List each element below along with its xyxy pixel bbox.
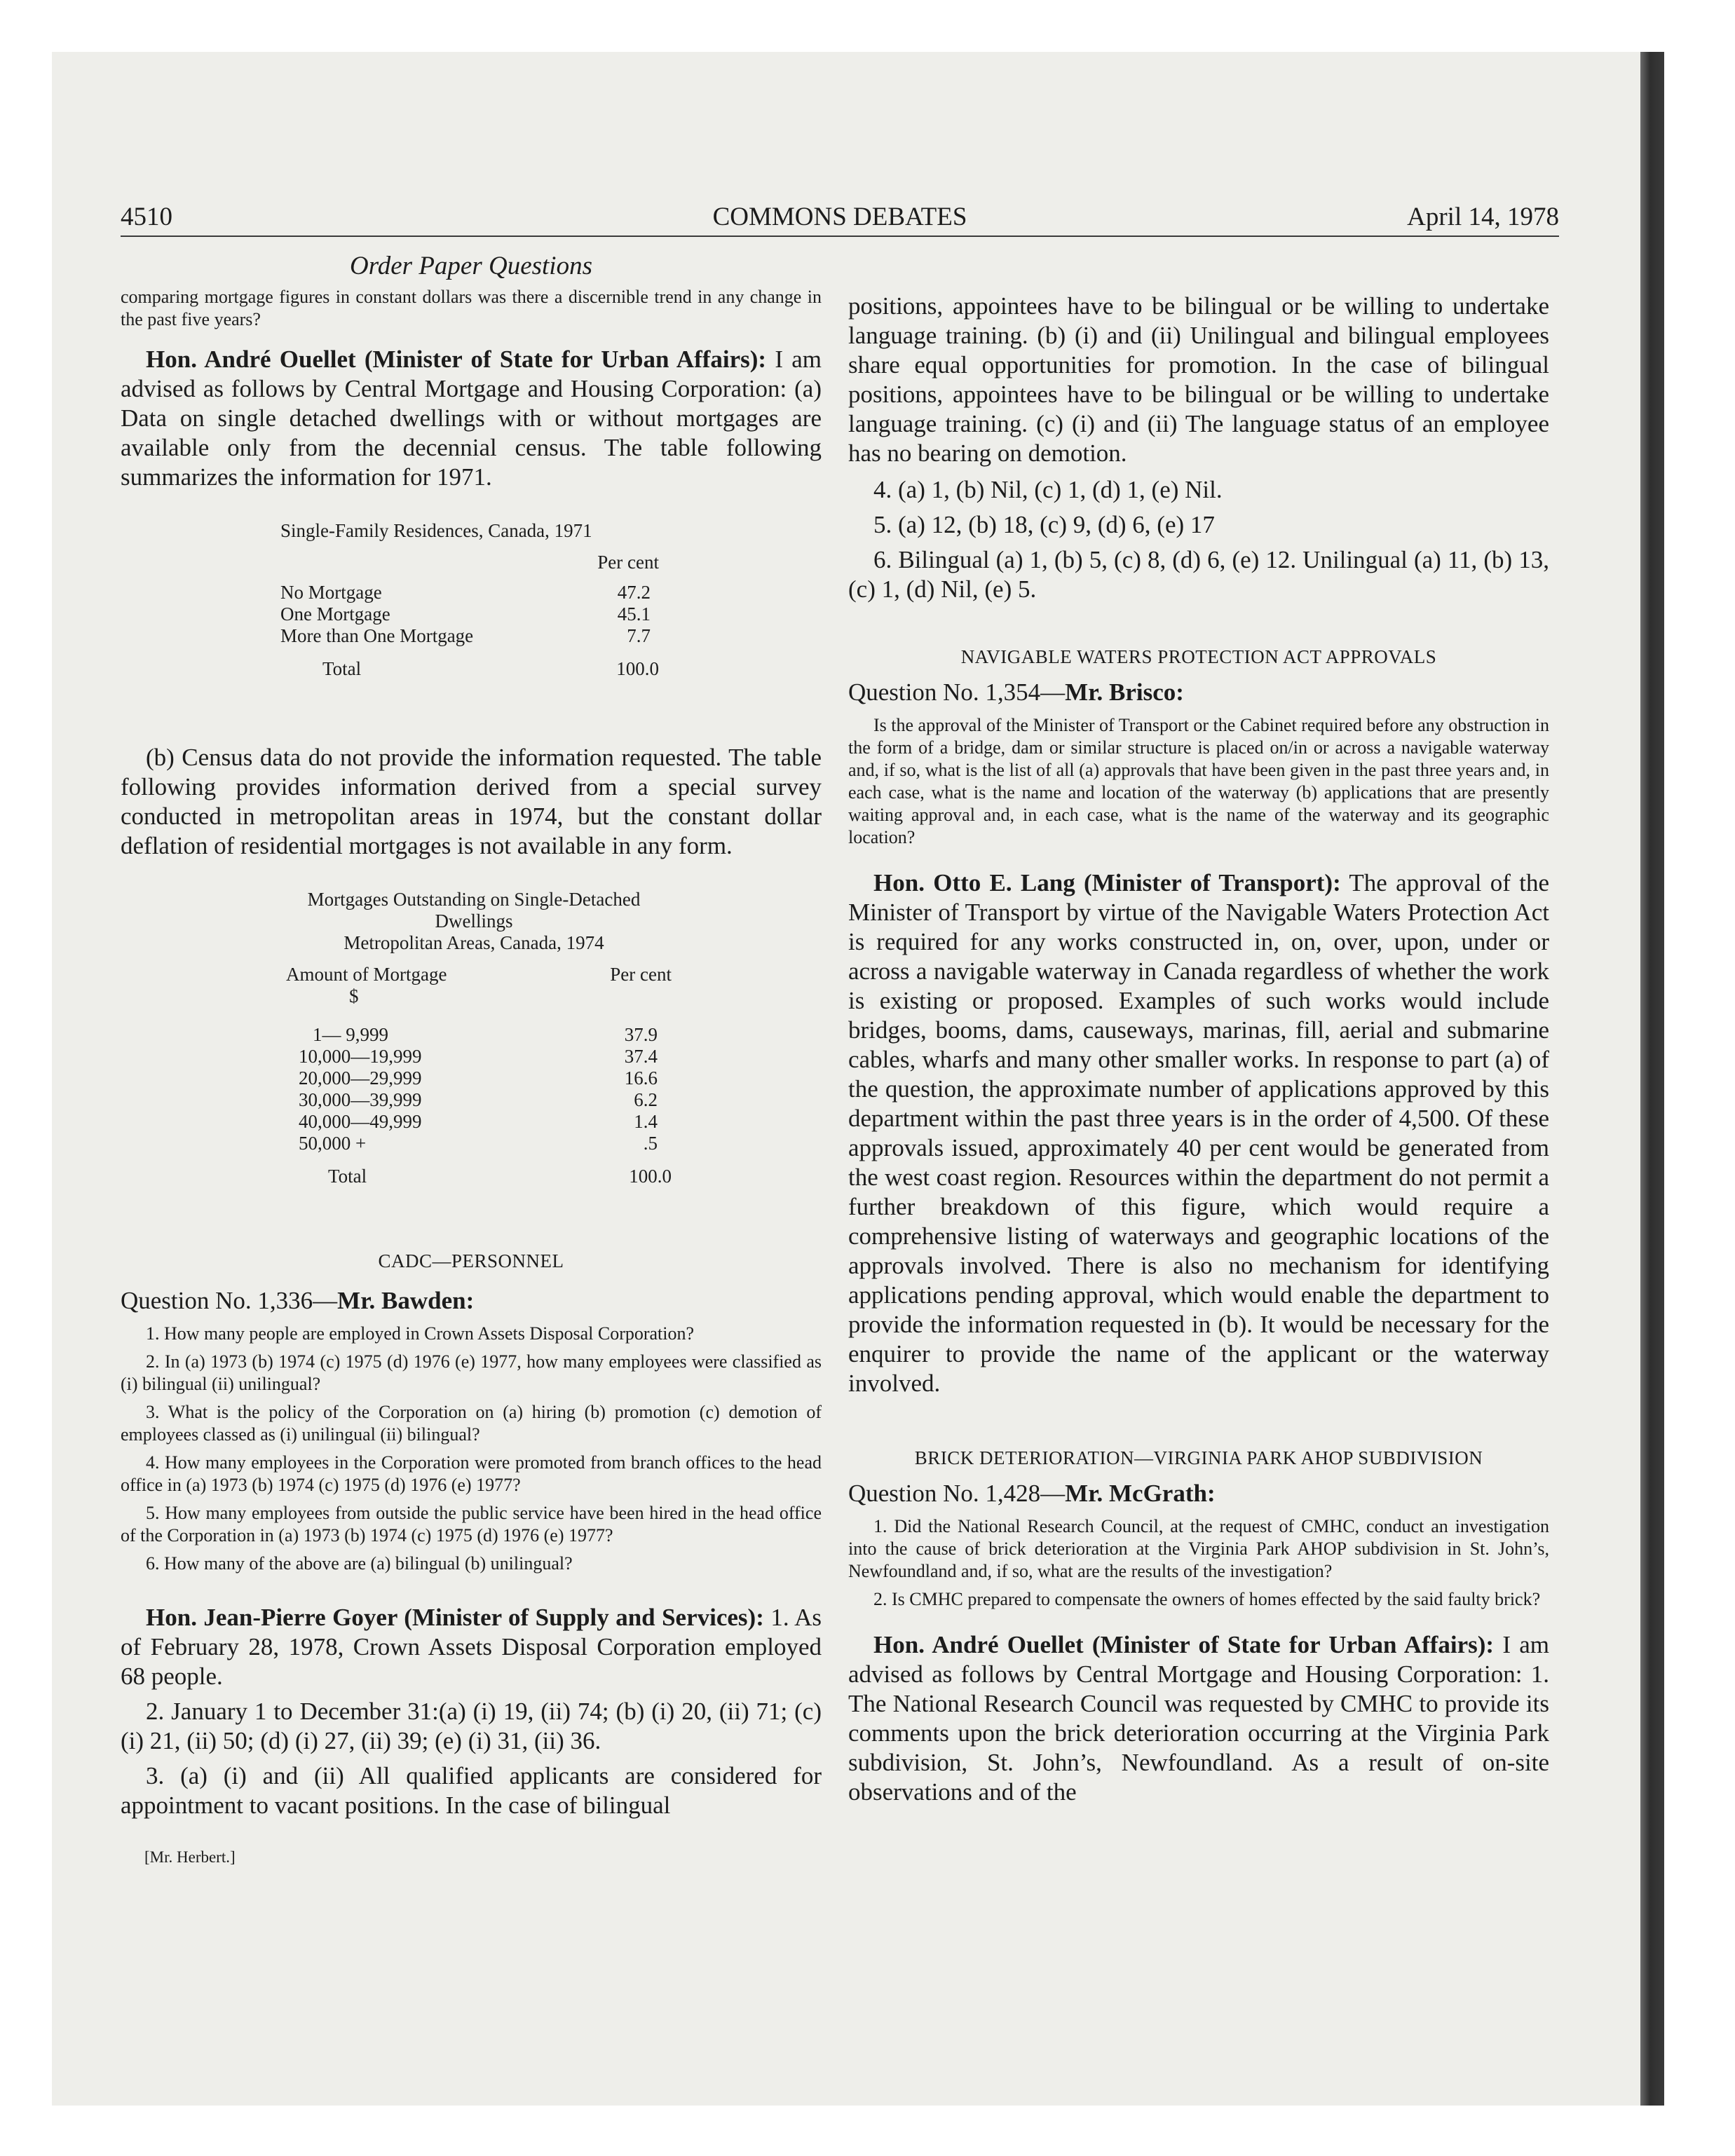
question-item: 1. Did the National Research Council, at the request of CMHC, conduct an investigation into the cause of brick deterioration at the Virginia Park AHOP subdivision in St. John’s, Newfoundland and, if so, what are the results of the investigation?	[848, 1516, 1549, 1581]
table-row-label: 50,000 +	[299, 1133, 367, 1154]
member-name: Mr. McGrath:	[1065, 1480, 1216, 1507]
column-unit: $	[349, 985, 359, 1007]
publication-title: COMMONS DEBATES	[712, 203, 967, 231]
answer-goyer: Hon. Jean-Pierre Goyer (Minister of Supply and Services): 1. As of February 28, 1978, Crown Assets Disposal Corporation employed 68 people.	[121, 1604, 822, 1690]
table-row-label: One Mortgage	[280, 603, 390, 625]
table-row-label: 30,000—39,999	[299, 1089, 422, 1110]
answer-ouellet-2: Hon. André Ouellet (Minister of State for Urban Affairs): I am advised as follows by Central Mortgage and Housing Corporation: 1. The National Research Council was requested by CMHC to provide its comments upon the brick deterioration occurring at the Virginia Park subdivision, St. John’s, Newfoundland. As a result of on-site observations and of the	[848, 1631, 1549, 1806]
section-title: Order Paper Questions	[350, 252, 592, 280]
table-row-value: 1.4	[634, 1111, 658, 1132]
heading-cadc-personnel: CADC—PERSONNEL	[378, 1250, 564, 1271]
page-number: 4510	[121, 203, 172, 231]
member-name: Mr. Bawden:	[337, 1287, 475, 1314]
footnote: [Mr. Herbert.]	[144, 1848, 236, 1866]
answer-lang: Hon. Otto E. Lang (Minister of Transport): The approval of the Minister of Transport by virtue of the Navigable Waters Protection Act is required for any works constructed in, on, over, upon, under or across a navigable waterway in Canada regardless of whether the work is existing or proposed. Examples of such works would include bridges, booms, dams, causeways, marinas, fill, aerial and submarine cables, wharfs and many other smaller works. In response to part (a) of the question, the approximate number of applications approved by this department within the past three years is in the order of 4,500. Of these approvals issued, approximately 40 per cent would be generated from the west coast region. Resources within the department do not permit a further breakdown of this figure, which would require a comprehensive listing of waterways and geographic locations of the approvals involved. There is also no mechanism for identifying applications pending approval, which would enable the department to provide the information requested in (b). It would be necessary for the enquirer to provide the name of the applicant or the waterway involved.	[848, 869, 1549, 1397]
question-item: 5. How many employees from outside the public service have been hired in the head office of the Corporation in (a) 1973 (b) 1974 (c) 1975 (d) 1976 (e) 1977?	[121, 1503, 822, 1546]
answer-goyer-3: 3. (a) (i) and (ii) All qualified applicants are considered for appointment to vacant positions. In the case of bilingual	[121, 1762, 822, 1819]
answer-goyer-4: 4. (a) 1, (b) Nil, (c) 1, (d) 1, (e) Nil.	[873, 476, 1223, 503]
table-total-label: Total	[328, 1166, 367, 1187]
table-row-value: 16.6	[624, 1067, 658, 1089]
column-header: Amount of Mortgage	[286, 964, 447, 985]
heading-brick-deterioration: BRICK DETERIORATION—VIRGINIA PARK AHOP SUBDIVISION	[914, 1447, 1483, 1468]
heading-navigable-waters: NAVIGABLE WATERS PROTECTION ACT APPROVALS	[960, 646, 1437, 667]
question-1354: Question No. 1,354—Mr. Brisco:	[848, 678, 1184, 706]
column-header: Per cent	[597, 552, 659, 573]
question-1428: Question No. 1,428—Mr. McGrath:	[848, 1480, 1216, 1507]
table-caption: Mortgages Outstanding on Single-Detached	[307, 889, 641, 910]
table-row-value: 7.7	[627, 625, 651, 646]
header-rule	[121, 236, 1559, 237]
answer-goyer-6: 6. Bilingual (a) 1, (b) 5, (c) 8, (d) 6, (e) 12. Unilingual (a) 11, (b) 13, (c) 1, (d) Nil, (e) 5.	[848, 546, 1549, 603]
question-item: 2. In (a) 1973 (b) 1974 (c) 1975 (d) 1976 (e) 1977, how many employees were classified as (i) bilingual (ii) unilingual?	[121, 1351, 822, 1394]
table-row-value: .5	[643, 1133, 658, 1154]
answer-ouellet-1: Hon. André Ouellet (Minister of State for Urban Affairs): I am advised as follows by Central Mortgage and Housing Corporation: (a) Data on single detached dwellings with or without mortgages are available only from the decennial census. The table following summarizes the information for 1971.	[121, 346, 822, 491]
question-item: 1. How many people are employed in Crown Assets Disposal Corporation?	[146, 1323, 695, 1344]
table-row-value: 45.1	[617, 603, 651, 625]
table-row-value: 37.9	[624, 1024, 658, 1045]
question-continuation: comparing mortgage figures in constant dollars was there a discernible trend in any change in the past five years?	[121, 287, 822, 329]
table-row-value: 6.2	[634, 1089, 658, 1110]
answer-goyer-2: 2. January 1 to December 31:(a) (i) 19, (ii) 74; (b) (i) 20, (ii) 71; (c) (i) 21, (ii) 50; (d) (i) 27, (ii) 39; (e) (i) 31, (ii) 36.	[121, 1698, 822, 1754]
table-row-label: No Mortgage	[280, 582, 382, 603]
table-row-label: More than One Mortgage	[280, 625, 474, 646]
table-mortgages-outstanding	[278, 889, 822, 1187]
table-row-label: 10,000—19,999	[299, 1046, 422, 1067]
table-total-value: 100.0	[629, 1166, 672, 1187]
table-row-label: 20,000—29,999	[299, 1067, 422, 1089]
question-text: Is the approval of the Minister of Transport or the Cabinet required before any obstruction in the form of a bridge, dam or similar structure is placed on/in or across a navigable waterway and, if so, what is the list of all (a) approvals that have been given in the past three years and, in each case, what is the name and location of the waterway (b) applications that are presently waiting approval and, in each case, what is the name of the waterway and its geographic location?	[848, 715, 1549, 847]
table-row-label: 1— 9,999	[313, 1024, 388, 1045]
speaker-name: Hon. Otto E. Lang (Minister of Transport):	[873, 869, 1341, 896]
speaker-name: Hon. Jean-Pierre Goyer (Minister of Supply and Services):	[146, 1604, 764, 1631]
answer-goyer-continued: positions, appointees have to be bilingual or be willing to undertake language training. (b) (i) and (ii) Unilingual and bilingual employees share equal opportunities for promotion. In the case of bilingual positions, appointees have to be bilingual or be willing to undertake language training. (c) (i) and (ii) The language status of an employee has no bearing on demotion.	[848, 292, 1549, 467]
question-item: 6. How many of the above are (a) bilingual (b) unilingual?	[146, 1553, 573, 1574]
table-caption: Single-Family Residences, Canada, 1971	[280, 520, 592, 541]
speaker-name: Hon. André Ouellet (Minister of State for Urban Affairs):	[146, 346, 767, 373]
question-item: 3. What is the policy of the Corporation on (a) hiring (b) promotion (c) demotion of employees classed as (i) unilingual (ii) bilingual?	[121, 1402, 822, 1445]
table-row-label: 40,000—49,999	[299, 1111, 422, 1132]
left-column	[121, 286, 822, 1867]
table-caption: Dwellings	[435, 910, 513, 932]
table-row-value: 37.4	[624, 1046, 658, 1067]
page-date: April 14, 1978	[1407, 203, 1559, 231]
page-edge-shadow	[1640, 52, 1664, 2106]
question-item: 2. Is CMHC prepared to compensate the owners of homes effected by the said faulty brick?	[873, 1589, 1541, 1609]
answer-ouellet-1-b: (b) Census data do not provide the information requested. The table following provides information derived from a special survey conducted in metropolitan areas in 1974, but the constant dollar deflation of residential mortgages is not available in any form.	[121, 744, 822, 859]
speaker-name: Hon. André Ouellet (Minister of State for Urban Affairs):	[873, 1631, 1495, 1658]
answer-goyer-5: 5. (a) 12, (b) 18, (c) 9, (d) 6, (e) 17	[873, 511, 1215, 538]
question-1336: Question No. 1,336—Mr. Bawden:	[121, 1287, 475, 1314]
table-single-family	[280, 520, 822, 680]
table-caption: Metropolitan Areas, Canada, 1974	[343, 932, 604, 953]
table-total-label: Total	[322, 658, 362, 679]
question-item: 4. How many employees in the Corporation were promoted from branch offices to the head office in (a) 1973 (b) 1974 (c) 1975 (d) 1976 (e) 1977?	[121, 1452, 822, 1495]
table-total-value: 100.0	[616, 658, 659, 679]
member-name: Mr. Brisco:	[1065, 678, 1184, 706]
table-row-value: 47.2	[617, 582, 651, 603]
right-column	[848, 292, 1549, 1807]
column-header: Per cent	[610, 964, 672, 985]
